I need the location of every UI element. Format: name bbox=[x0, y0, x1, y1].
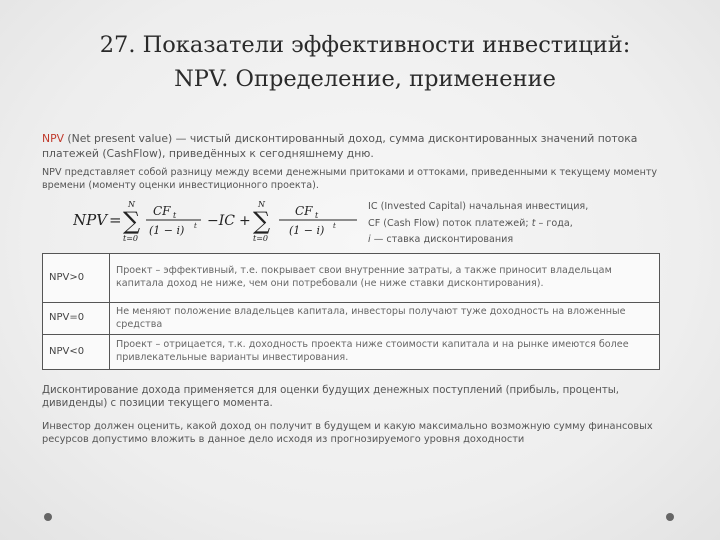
npv-interpretation-table bbox=[42, 253, 660, 370]
definition-t-var: t bbox=[531, 217, 536, 229]
npv-term: NPV bbox=[42, 132, 64, 145]
formula-sum-2-bottom: t=0 bbox=[253, 234, 269, 243]
formula-equals: = bbox=[109, 211, 122, 229]
npv-explanation: NPV представляет собой разницу между всеми денежными притоками и оттоками, приведенными к текущему моменту времени (моменту оценки инвестиционного проекта). bbox=[42, 167, 658, 191]
npv-definition-text: (Net present value) — чистый дисконтированный доход, сумма дисконтированных значений потока платежей (CashFlow), приведённых к сегодняшнему дню. bbox=[42, 132, 638, 160]
formula-minus-ic: −IC bbox=[207, 213, 235, 229]
table-cell-description: Проект – эффективный, т.е. покрывает свои внутренние затраты, а также приносит владельцам капитала доход не ниже, чем они потребовали (не ниже ставки дисконтирования). bbox=[110, 254, 660, 303]
formula-denominator-1-exp: t bbox=[194, 222, 197, 230]
definition-cf bbox=[368, 216, 668, 233]
formula-plus: + bbox=[239, 213, 251, 229]
formula-sum-1-bottom: t=0 bbox=[123, 234, 139, 243]
definition-cf-prefix: CF (Cash Flow) поток платежей; bbox=[368, 217, 532, 229]
definition-ic: IC (Invested Capital) начальная инвестиция, bbox=[368, 201, 589, 212]
nav-dot-right bbox=[666, 513, 674, 521]
slide-title-line-2: NPV. Определение, применение bbox=[174, 66, 556, 92]
formula-sum-1-top: N bbox=[128, 200, 135, 209]
nav-dot-left bbox=[44, 513, 52, 521]
formula-denominator-2: (1 − i) bbox=[289, 224, 325, 237]
discounting-paragraph: Дисконтирование дохода применяется для оценки будущих денежных поступлений (прибыль, проценты, дивиденды) с позиции текущего момента. bbox=[42, 385, 620, 409]
definition-rate-text: — ставка дисконтирования bbox=[370, 234, 514, 245]
slide-title bbox=[40, 28, 690, 96]
formula-numerator-1: CF bbox=[153, 204, 171, 218]
formula-variable-definitions bbox=[368, 199, 668, 249]
definition-i-var: i bbox=[368, 234, 371, 245]
table-row bbox=[43, 254, 660, 303]
slide-title-line-1: 27. Показатели эффективности инвестиций: bbox=[99, 32, 631, 58]
table-cell-description: Не меняют положение владельцев капитала, инвесторы получают туже доходность на вложенные средства bbox=[110, 303, 660, 335]
table-row bbox=[43, 303, 660, 335]
table-cell-condition: NPV=0 bbox=[43, 303, 110, 335]
npv-formula bbox=[73, 199, 363, 243]
definition-rate bbox=[368, 232, 668, 249]
formula-denominator-1: (1 − i) bbox=[149, 224, 185, 237]
investor-paragraph: Инвестор должен оценить, какой доход он получит в будущем и какую максимально возможную сумму финансовых ресурсов допустимо вложить в данное дело исходя из прогнозируемого уровня доходности bbox=[42, 421, 653, 445]
formula-numerator-2: CF bbox=[295, 204, 313, 218]
formula-sum-2: ∑ bbox=[253, 207, 271, 235]
definition-cf-suffix: – года, bbox=[535, 217, 573, 229]
formula-sum-2-top: N bbox=[258, 200, 265, 209]
table-cell-condition: NPV<0 bbox=[43, 335, 110, 370]
formula-numerator-1-sub: t bbox=[173, 211, 177, 220]
formula-lhs: NPV bbox=[73, 211, 108, 229]
formula-denominator-2-exp: t bbox=[333, 222, 336, 230]
formula-numerator-2-sub: t bbox=[315, 211, 319, 220]
table-row bbox=[43, 335, 660, 370]
formula-sum-1: ∑ bbox=[123, 207, 141, 235]
table-cell-condition: NPV>0 bbox=[43, 254, 110, 303]
table-cell-description: Проект – отрицается, т.к. доходность проекта ниже стоимости капитала и на рынке имеются более привлекательные варианты инвестирования. bbox=[110, 335, 660, 370]
npv-definition bbox=[42, 131, 672, 161]
